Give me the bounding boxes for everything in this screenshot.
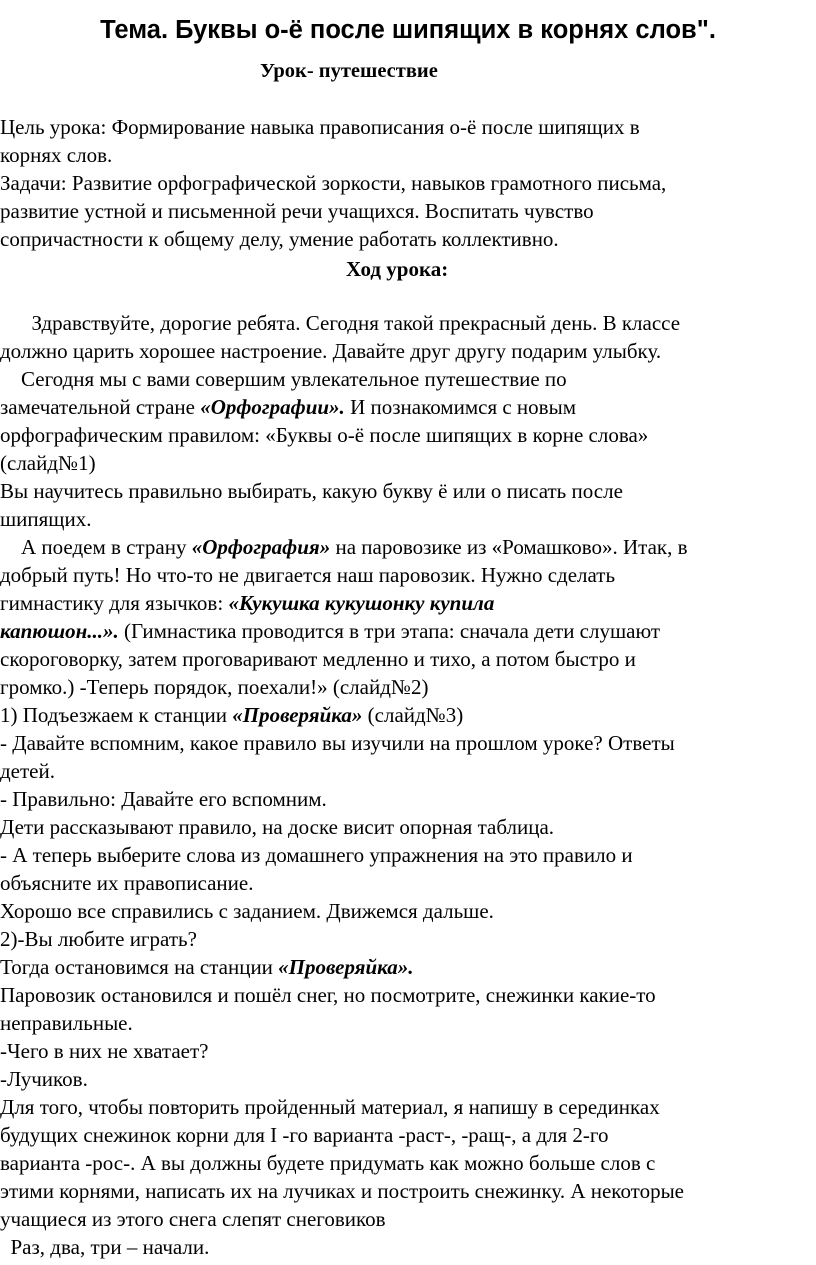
text-line [0, 338, 661, 365]
text-line [0, 366, 567, 393]
text-run: I -го варианта -раст-, -ращ-, а для 2-го [270, 1123, 609, 1147]
lesson-subtitle: Урок- путешествие [260, 60, 438, 82]
text-run: - Правильно: Давайте его вспомним. [0, 787, 327, 811]
text-line [0, 450, 96, 477]
text-run: Здравствуйте, дорогие ребята. Сегодня такой прекрасный день. В классе [0, 311, 681, 335]
text-run: А поедем в страну [0, 535, 192, 559]
text-run: объясните их правописание. [0, 871, 254, 895]
text-line [0, 562, 615, 589]
text-line [0, 842, 633, 869]
text-line [0, 1178, 684, 1205]
text-run: (Гимнастика проводится в три этапа: сначала дети слушают [118, 619, 661, 643]
text-line [0, 674, 428, 701]
text-run: Развитие орфографической зоркости, навыков грамотного письма, [71, 171, 667, 195]
text-run: Хорошо все справились с заданием. Движемся дальше. [0, 899, 494, 923]
text-run: Сегодня мы с вами совершим увлекательное путешествие по [0, 367, 567, 391]
text-run: Цель урока: [0, 115, 112, 139]
text-run: гимнастику для язычков: [0, 591, 229, 615]
text-line [0, 1206, 386, 1233]
text-run: корнях слов. [0, 143, 113, 167]
text-run: должно царить хорошее настроение. Давайте друг другу подарим улыбку. [0, 339, 662, 363]
text-run: Для того, чтобы повторить пройденный материал, я напишу в серединках [0, 1095, 660, 1119]
text-run: развитие устной и письменной речи учащихся. Воспитать чувство [0, 199, 594, 223]
text-run: - Давайте вспомним, какое правило вы изучили на прошлом уроке? Ответы [0, 731, 675, 755]
text-line [0, 618, 660, 645]
text-line [0, 142, 112, 169]
text-run: Вы научитесь правильно выбирать, какую букву ё или о писать после [0, 479, 623, 503]
text-run: И познакомимся с новым [344, 395, 576, 419]
text-run: слайд№3) [374, 703, 464, 727]
text-line [0, 1010, 133, 1037]
text-line [0, 114, 640, 141]
text-run: Задачи: [0, 171, 72, 195]
text-line [0, 1122, 609, 1149]
text-run: «Кукушка кукушонку купила [228, 591, 495, 615]
text-run: Тогда остановимся на станции [0, 955, 279, 979]
text-run: сопричастности к общему делу, умение работать коллективно. [0, 227, 559, 251]
text-run: -Лучиков. [0, 1067, 88, 1091]
text-run: ( [362, 703, 375, 727]
text-run: замечательной стране [0, 395, 201, 419]
text-run: 2)-Вы любите играть? [0, 927, 197, 951]
text-run: Паровозик остановился и пошёл снег, но посмотрите, снежинки какие-то [0, 983, 656, 1007]
text-run: (слайд№1) [0, 451, 96, 475]
text-line [0, 534, 688, 561]
text-run: -Чего в них не хватает? [0, 1039, 209, 1063]
text-line [0, 870, 253, 897]
text-line [0, 814, 554, 841]
text-run: неправильные. [0, 1011, 133, 1035]
text-line [0, 758, 55, 785]
text-line [0, 422, 648, 449]
text-line [0, 1150, 655, 1177]
text-line [0, 1066, 88, 1093]
text-run: Дети рассказывают правило, на доске висит опорная таблица. [0, 815, 555, 839]
text-line [0, 226, 559, 253]
text-run: Формирование навыка правописания о-ё после шипящих в [111, 115, 640, 139]
text-run: на паровозике из «Ромашково». Итак, в [330, 535, 688, 559]
text-run: «Проверяйка». [278, 955, 414, 979]
text-run: громко.) -Теперь порядок, поехали!» (слайд№2) [0, 675, 429, 699]
text-run: «Проверяйка» [232, 703, 363, 727]
text-line [0, 730, 675, 757]
text-line [0, 394, 576, 421]
lesson-course-heading: Ход урока: [346, 257, 449, 281]
text-run: этими корнями, написать их на лучиках и построить снежинку. А некоторые [0, 1179, 684, 1203]
text-line [0, 786, 327, 813]
text-run: будущих снежинок корни для [0, 1123, 271, 1147]
text-run: учащиеся из этого снега слепят снеговиков [0, 1207, 386, 1231]
text-line [0, 1094, 660, 1121]
text-line [0, 898, 494, 925]
text-run: детей. [0, 759, 55, 783]
text-line [0, 1038, 209, 1065]
text-run: 1) Подъезжаем к станции [0, 703, 233, 727]
text-run: капюшон...». [0, 619, 119, 643]
text-run: шипящих. [0, 507, 92, 531]
text-run: Раз, два, три – начали. [0, 1235, 210, 1259]
text-line [0, 310, 680, 337]
text-line [0, 590, 494, 617]
text-run: А вы должны будете придумать как можно больше слов с [135, 1151, 656, 1175]
text-line [0, 506, 91, 533]
text-run: варианта -рос-. [0, 1151, 136, 1175]
text-line [0, 954, 414, 981]
document-title: Тема. Буквы о-ё после шипящих в корнях слов". [100, 16, 716, 44]
text-line [0, 1234, 209, 1261]
text-line [0, 198, 594, 225]
text-line [0, 982, 656, 1009]
text-line [0, 170, 666, 197]
text-line [0, 646, 636, 673]
text-run: - А теперь выберите слова из домашнего упражнения на это правило и [0, 843, 633, 867]
text-run: «Орфография» [191, 535, 331, 559]
text-run: орфографическим правилом: «Буквы о-ё после шипящих в корне слова» [0, 423, 649, 447]
text-line [0, 702, 463, 729]
text-line [0, 478, 623, 505]
text-run: добрый путь! Но что-то не двигается наш паровозик. Нужно сделать [0, 563, 616, 587]
text-run: скороговорку, затем проговаривают медленно и тихо, а потом быстро и [0, 647, 636, 671]
text-line [0, 926, 197, 953]
text-run: «Орфографии». [200, 395, 345, 419]
